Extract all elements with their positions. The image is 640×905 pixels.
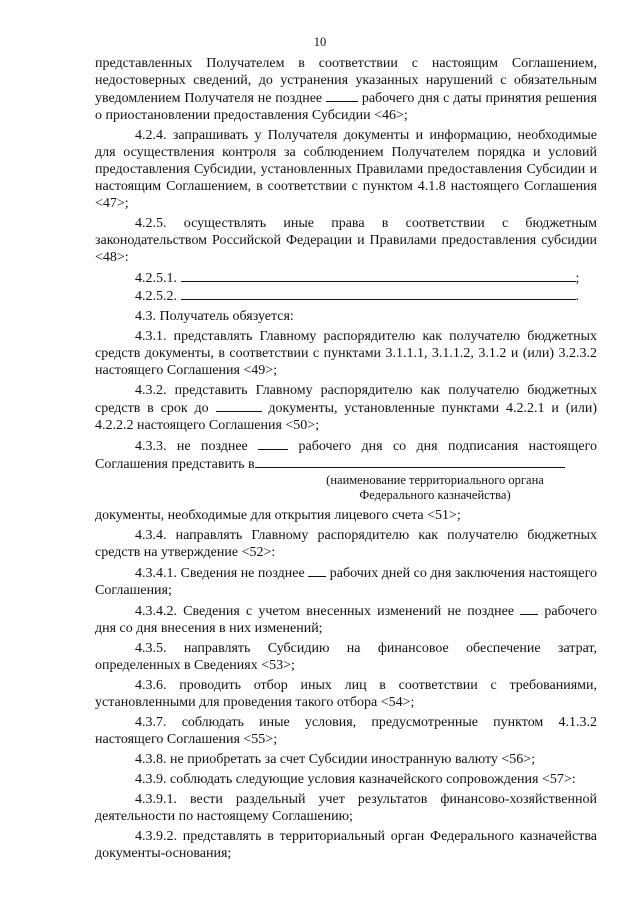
item-end: .	[575, 289, 579, 304]
text-segment: рабочего дня со дня подписания настоящего Соглашения представить в	[95, 439, 597, 472]
item-number: 4.2.5.2.	[135, 289, 177, 304]
paragraph-4-3-9-1: 4.3.9.1. вести раздельный учет результатов финансово-хозяйственной деятельности по настоящему Соглашению;	[95, 792, 597, 824]
paragraph-4-3-3	[95, 437, 597, 473]
text-segment: рабочего дня со дня внесения в них изменений;	[95, 604, 598, 636]
text-segment: рабочего дня с даты принятия решения о приостановлении предоставления Субсидии <46>;	[95, 91, 597, 123]
blank-line	[181, 287, 576, 300]
blank-line	[326, 89, 358, 102]
paragraph-4-3-8: 4.3.8. не приобретать за счет Субсидии иностранную валюту <56>;	[135, 752, 536, 767]
paragraph-4-3-3-continuation: документы, необходимые для открытия лицевого счета <51>;	[95, 508, 461, 523]
item-end: ;	[575, 271, 580, 286]
text-segment: представленных Получателем в соответствии с настоящим Соглашением, недостоверных сведений, до устранения указанных нарушений с обязательным уведомлением Получателя не позднее	[95, 56, 597, 106]
paragraph-4-2-5-2	[95, 287, 597, 305]
paragraph-4-3-4-2	[95, 602, 597, 637]
blank-line	[255, 455, 565, 468]
paragraph-4-3-1: 4.3.1. представлять Главному распорядителю как получателю бюджетных средств документы, в соответствии с пунктами 3.1.1.1, 3.1.1.2, 3.1.2 и (или) 3.2.3.2 настоящего Соглашения <49>;	[95, 329, 597, 378]
blank-line	[216, 399, 262, 412]
blank-line	[308, 564, 326, 577]
paragraph-4-2-4: 4.2.4. запрашивать у Получателя документы и информацию, необходимые для осуществления контроля за соблюдением Получателем порядка и условий предоставления Субсидии, установленных Правилами предоставления Субсидии и настоящим Соглашением, в соответствии с пунктом 4.1.8 настоящего Соглашения <47>;	[95, 128, 597, 211]
text-segment: 4.3.2. представить Главному распорядителю как получателю бюджетных средств в срок до	[95, 383, 597, 416]
blank-line	[520, 602, 538, 615]
paragraph-4-3-7: 4.3.7. соблюдать иные условия, предусмотренные пунктом 4.1.3.2 настоящего Соглашения <55>;	[95, 715, 597, 747]
text-segment: 4.3.4.1. Сведения не позднее	[135, 566, 305, 581]
paragraph-4-3-9: 4.3.9. соблюдать следующие условия казначейского сопровождения <57>:	[135, 772, 576, 787]
blank-line	[258, 437, 288, 450]
paragraph-4-3-5: 4.3.5. направлять Субсидию на финансовое обеспечение затрат, определенных в Сведениях <53>;	[95, 641, 597, 673]
paragraph-4-3-4-1	[95, 564, 597, 599]
paragraph-4-3-6: 4.3.6. проводить отбор иных лиц в соответствии с требованиями, установленными для проведения такого отбора <54>;	[95, 678, 597, 710]
document-body	[95, 55, 597, 862]
text-segment: 4.3.4.2. Сведения с учетом внесенных изменений не позднее	[135, 604, 515, 619]
paragraph-4-3-4: 4.3.4. направлять Главному распорядителю как получателю бюджетных средств на утверждение <52>:	[95, 528, 597, 560]
paragraph-4-2-5: 4.2.5. осуществлять иные права в соответствии с бюджетным законодательством Российской Федерации и Правилами предоставления субсидии <48>:	[95, 216, 597, 265]
paragraph-4-3-2	[95, 382, 597, 434]
text-segment: 4.3.3. не позднее	[135, 439, 248, 454]
paragraph-4-2-3-continuation	[95, 55, 597, 124]
field-caption: (наименование территориального органа Федерального казначейства)	[326, 473, 544, 502]
paragraph-4-2-5-1	[95, 269, 597, 287]
blank-line	[181, 269, 576, 282]
text-segment: документы, установленные пунктами 4.2.2.1 и (или) 4.2.2.2 настоящего Соглашения <50>;	[95, 401, 598, 433]
text-segment: рабочих дней со дня заключения настоящего Соглашения;	[95, 566, 597, 598]
paragraph-4-3-9-2: 4.3.9.2. представлять в территориальный орган Федерального казначейства документы-основания;	[95, 829, 597, 861]
paragraph-4-3: 4.3. Получатель обязуется:	[135, 309, 294, 324]
item-number: 4.2.5.1.	[135, 271, 177, 286]
page-number: 10	[313, 35, 327, 49]
